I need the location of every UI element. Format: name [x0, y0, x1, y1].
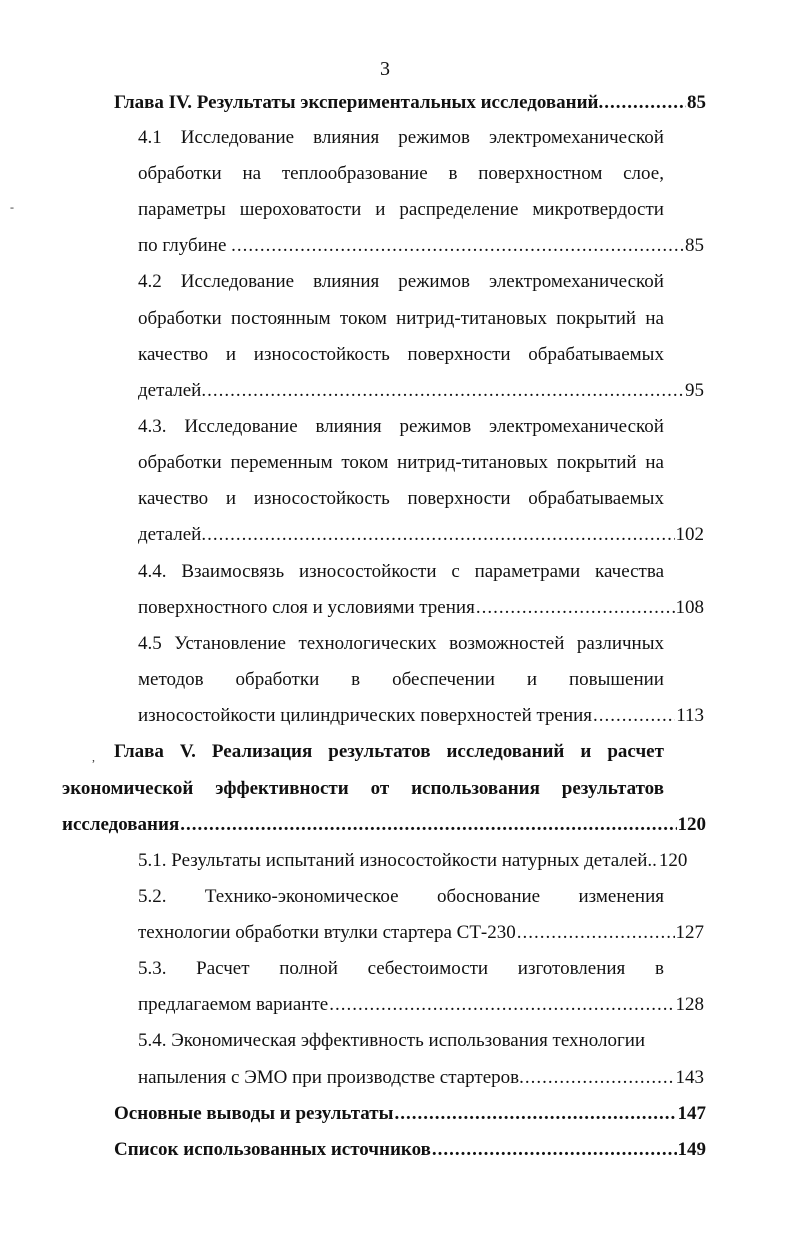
toc-chapter-4-page: 85 — [687, 92, 706, 113]
toc-4-2-page: 95 — [685, 380, 704, 401]
toc-4-5-line-2 — [138, 668, 664, 692]
word: расчет — [607, 741, 664, 762]
toc-4-1-line-1 — [138, 126, 664, 150]
toc-5-1-title: 5.1. Результаты испытаний износостойкости натурных деталей.. — [138, 850, 657, 871]
toc-chapter-4-title: Глава IV. Результаты экспериментальных исследований. — [114, 92, 604, 113]
word: качества — [595, 561, 664, 582]
word: различных — [576, 633, 664, 654]
toc-4-3-line-1 — [138, 415, 664, 439]
toc-4-1-tail: по глубине . — [138, 235, 236, 256]
word: режимов — [399, 416, 472, 437]
toc-4-5-tail: износостойкости цилиндрических поверхностей трения — [138, 705, 593, 726]
toc-4-5-line-1 — [138, 632, 664, 656]
dot-leader — [476, 596, 675, 620]
word: возможностей — [449, 633, 565, 654]
word: параметры — [138, 199, 226, 220]
word: результатов — [328, 741, 431, 762]
word: током — [339, 308, 387, 329]
word: V. — [179, 741, 196, 762]
dot-leader — [329, 993, 674, 1017]
word: Реализация — [211, 741, 313, 762]
word: электромеханической — [489, 416, 664, 437]
word: электромеханической — [489, 271, 664, 292]
word: обработки — [138, 452, 222, 473]
dot-leader — [237, 234, 684, 258]
word: покрытий — [556, 452, 637, 473]
toc-references — [114, 1138, 706, 1162]
word: обрабатываемых — [528, 344, 664, 365]
word: с — [451, 561, 460, 582]
word: полной — [279, 958, 338, 979]
word: износостойкость — [253, 488, 390, 509]
word: 4.5 — [138, 633, 162, 654]
toc-5-4-line-1 — [138, 1029, 664, 1053]
word: Исследование — [180, 127, 295, 148]
word: 5.2. — [138, 886, 167, 907]
word: режимов — [398, 127, 471, 148]
word: качество — [138, 488, 209, 509]
dot-leader — [432, 1138, 677, 1162]
word: Технико-экономическое — [204, 886, 399, 907]
word: 5.3. — [138, 958, 167, 979]
word: и — [225, 344, 237, 365]
toc-4-2-tail: деталей. — [138, 380, 207, 401]
word: электромеханической — [489, 127, 664, 148]
toc-4-4-line-1 — [138, 560, 664, 584]
toc-4-1-line-2 — [138, 162, 664, 186]
toc-5-3-page: 128 — [675, 994, 704, 1015]
word: и — [580, 741, 592, 762]
word: обоснование — [436, 886, 541, 907]
word: методов — [138, 669, 204, 690]
word: и — [375, 199, 386, 220]
word: поверхности — [407, 344, 511, 365]
toc-chapter-5-page: 120 — [677, 814, 706, 835]
toc-4-2-line-1 — [138, 270, 664, 294]
dot-leader — [517, 921, 675, 945]
word: себестоимости — [367, 958, 489, 979]
word: 4.1 — [138, 127, 162, 148]
dot-leader — [525, 1066, 675, 1090]
toc-5-2-tail: технологии обработки втулки стартера СТ-230 — [138, 922, 516, 943]
word: обрабатываемых — [528, 488, 664, 509]
toc-4-4-page: 108 — [675, 597, 704, 618]
toc-5-4-page: 143 — [675, 1067, 704, 1088]
dot-leader — [394, 1102, 676, 1126]
word: нитрид-титановых — [396, 308, 548, 329]
word: и — [225, 488, 237, 509]
word: повышении — [568, 669, 664, 690]
word: использования — [411, 778, 540, 799]
word: Установление — [174, 633, 286, 654]
toc-5-3-line-2 — [138, 993, 704, 1017]
word: током — [341, 452, 389, 473]
toc-4-2-line-4 — [138, 379, 704, 403]
word: на — [242, 163, 262, 184]
word: постоянным — [230, 308, 331, 329]
word: покрытий — [556, 308, 637, 329]
word: Расчет — [196, 958, 250, 979]
toc-5-2-line-2 — [138, 921, 704, 945]
toc-4-4-tail: поверхностного слоя и условиями трения — [138, 597, 475, 618]
toc-references-title: Список использованных источников — [114, 1139, 431, 1160]
toc-conclusions-page: 147 — [677, 1103, 706, 1124]
word: износостойкость — [253, 344, 390, 365]
toc-5-1-page: 120 — [658, 850, 688, 871]
word: технологических — [298, 633, 437, 654]
word: микротвердости — [532, 199, 664, 220]
toc-chapter-5-line-3 — [62, 813, 706, 837]
word: эффективности — [215, 778, 349, 799]
toc-4-1-line-4 — [138, 234, 704, 258]
toc-conclusions-title: Основные выводы и результаты — [114, 1103, 394, 1124]
word: результатов — [561, 778, 664, 799]
dot-leader — [207, 379, 684, 403]
word: обработки — [138, 308, 222, 329]
scan-mark: - — [10, 200, 14, 214]
word: качество — [138, 344, 209, 365]
toc-4-3-tail: деталей. — [138, 524, 207, 545]
word: параметрами — [474, 561, 581, 582]
word: Взаимосвязь — [181, 561, 285, 582]
toc-5-3-line-1 — [138, 957, 664, 981]
toc-4-4-line-2 — [138, 596, 704, 620]
toc-4-5-line-3 — [138, 704, 704, 728]
word: Исследование — [184, 416, 298, 437]
toc-4-2-line-3 — [138, 343, 664, 367]
toc-5-2-line-1 — [138, 885, 664, 909]
toc-5-4-tail: напыления с ЭМО при производстве стартеров. — [138, 1067, 524, 1088]
dot-leader — [604, 91, 686, 115]
scan-mark: , — [92, 750, 95, 764]
word: износостойкости — [298, 561, 437, 582]
toc-4-5-page: 113 — [676, 705, 704, 726]
word: исследований — [446, 741, 565, 762]
word: поверхности — [407, 488, 511, 509]
toc-4-3-line-4 — [138, 523, 704, 547]
word: в — [448, 163, 458, 184]
page-number: 3 — [380, 58, 390, 80]
word: изготовления — [517, 958, 626, 979]
word: 4.2 — [138, 271, 162, 292]
toc-chapter-5-line-2 — [62, 777, 664, 801]
toc-5-3-tail: предлагаемом варианте — [138, 994, 329, 1015]
word: 4.4. — [138, 561, 167, 582]
word: режимов — [398, 271, 471, 292]
dot-leader — [593, 704, 675, 728]
toc-chapter-5-line-1 — [114, 740, 664, 764]
word: нитрид-титановых — [397, 452, 549, 473]
word: обработки — [235, 669, 320, 690]
toc-4-1-page: 85 — [685, 235, 704, 256]
word: теплообразование — [281, 163, 428, 184]
toc-4-3-line-2 — [138, 451, 664, 475]
word: шероховатости — [239, 199, 362, 220]
toc-chapter-4 — [114, 91, 706, 115]
word: влияния — [315, 416, 382, 437]
word: Исследование — [180, 271, 295, 292]
word: влияния — [313, 271, 380, 292]
toc-4-1-line-3 — [138, 198, 664, 222]
word: на — [645, 308, 664, 329]
toc-5-4-title: 5.4. Экономическая эффективность использования технологии — [138, 1030, 646, 1051]
toc-4-2-line-2 — [138, 307, 664, 331]
word: в — [654, 958, 664, 979]
toc-conclusions — [114, 1102, 706, 1126]
dot-leader — [207, 523, 674, 547]
toc-chapter-5-tail: исследования — [62, 814, 180, 835]
toc-5-2-page: 127 — [675, 922, 704, 943]
word: на — [645, 452, 664, 473]
word: переменным — [230, 452, 333, 473]
word: 4.3. — [138, 416, 167, 437]
word: обработки — [138, 163, 222, 184]
word: от — [370, 778, 390, 799]
dot-leader — [180, 813, 676, 837]
word: влияния — [313, 127, 380, 148]
toc-5-4-line-2 — [138, 1066, 704, 1090]
word: поверхностном — [478, 163, 603, 184]
word: слое, — [623, 163, 664, 184]
word: Глава — [114, 741, 164, 762]
toc-4-3-page: 102 — [675, 524, 704, 545]
word: распределение — [399, 199, 519, 220]
word: в — [351, 669, 361, 690]
word: экономической — [62, 778, 194, 799]
toc-5-1 — [138, 849, 704, 873]
word: и — [526, 669, 538, 690]
toc-references-page: 149 — [677, 1139, 706, 1160]
toc-4-3-line-3 — [138, 487, 664, 511]
word: обеспечении — [392, 669, 495, 690]
word: изменения — [578, 886, 664, 907]
